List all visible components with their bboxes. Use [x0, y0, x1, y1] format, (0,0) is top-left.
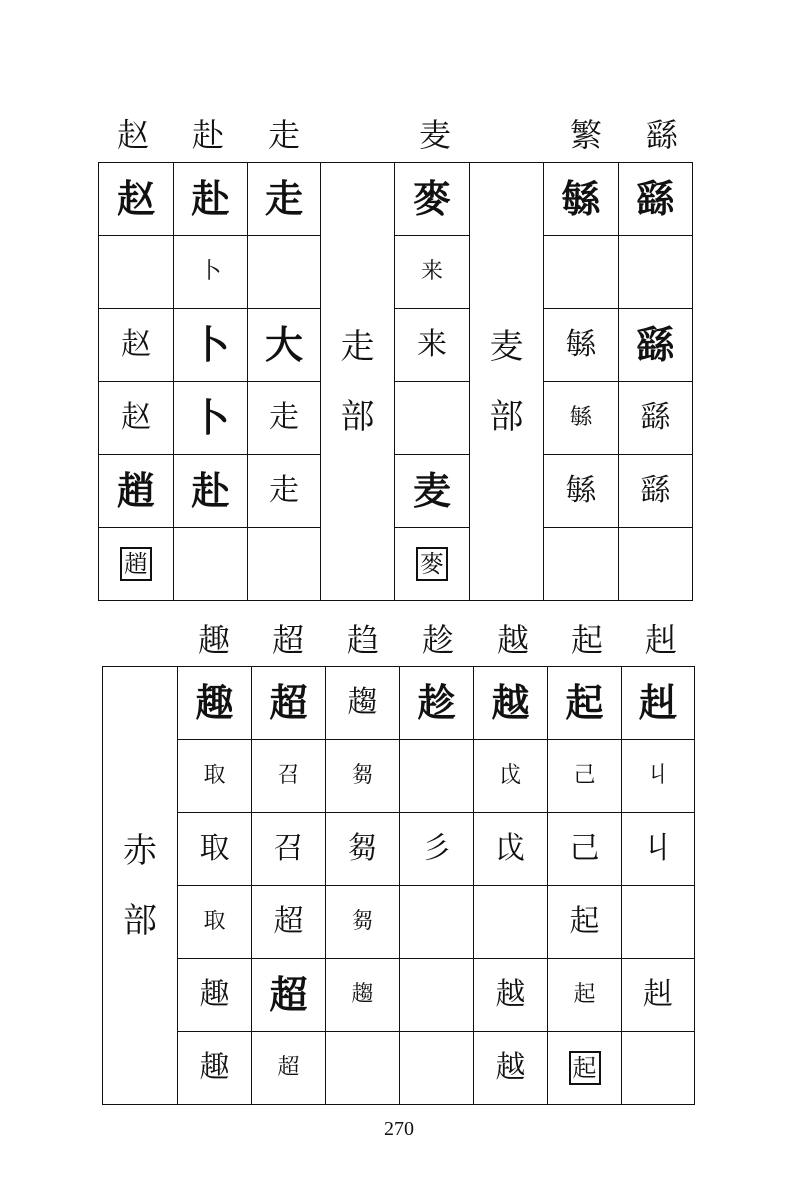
- cell-zhao-2: [99, 236, 174, 309]
- cell-qi-2: [548, 740, 622, 813]
- glyph: 赵: [121, 327, 151, 362]
- cell-qu-3: [178, 813, 252, 886]
- top-header-fan: 繁: [569, 116, 602, 154]
- cell-jiu-4: [622, 886, 695, 959]
- glyph: 召: [277, 763, 300, 788]
- cell-yue-3: [474, 813, 548, 886]
- glyph: 取: [203, 763, 226, 788]
- cell-mai-3: [395, 309, 470, 382]
- cell-jiu-3: [622, 813, 695, 886]
- glyph: 越: [491, 681, 530, 725]
- radical-char: 部: [489, 396, 524, 437]
- cell-chao-1: [252, 667, 326, 740]
- cell-jiu-5: [622, 959, 695, 1032]
- glyph: 繇: [636, 177, 675, 221]
- cell-yao-4: [619, 382, 693, 455]
- bottom-header-qu2: 趋: [346, 621, 379, 659]
- glyph: 超: [269, 973, 308, 1017]
- cell-fu-4: [174, 382, 248, 455]
- cell-chao-5: [252, 959, 326, 1032]
- cell-qu2-5: [326, 959, 400, 1032]
- glyph: 繇: [640, 473, 671, 508]
- cell-yao-3: [619, 309, 693, 382]
- radical-char: 赤: [123, 830, 157, 871]
- cell-qu-6: [178, 1032, 252, 1105]
- cell-fan-2: [544, 236, 619, 309]
- cell-fan-1: [544, 163, 619, 236]
- cell-mai-4: [395, 382, 470, 455]
- cell-yue-6: [474, 1032, 548, 1105]
- bottom-header-chen: 趁: [421, 621, 454, 659]
- glyph: 走: [269, 400, 299, 435]
- cell-zou-1: [248, 163, 321, 236]
- bottom-header-qu: 趣: [197, 621, 230, 659]
- cell-zou-4: [248, 382, 321, 455]
- cell-fu-3: [174, 309, 248, 382]
- glyph: 麥: [412, 177, 451, 221]
- bottom-character-grid: [102, 666, 695, 1105]
- cell-zhao-4: [99, 382, 174, 455]
- glyph: 起: [565, 681, 604, 725]
- glyph: 召: [273, 831, 304, 866]
- bottom-header-qi: 起: [570, 621, 603, 659]
- cell-chao-2: [252, 740, 326, 813]
- glyph: 超: [277, 1055, 300, 1080]
- top-character-grid: [98, 162, 693, 601]
- glyph: 超: [273, 904, 304, 939]
- cell-zhao-1: [99, 163, 174, 236]
- radical-char: 部: [123, 900, 157, 941]
- glyph: 緐: [561, 177, 600, 221]
- glyph: 趣: [199, 977, 230, 1012]
- glyph: 越: [495, 977, 526, 1012]
- cell-zou-2: [248, 236, 321, 309]
- cell-fan-6: [544, 528, 619, 601]
- glyph: 趁: [417, 681, 456, 725]
- cell-mai-6: [395, 528, 470, 601]
- glyph: 趨: [351, 982, 374, 1007]
- glyph: 芻: [351, 763, 374, 788]
- cell-zou-3: [248, 309, 321, 382]
- glyph: 越: [495, 1050, 526, 1085]
- cell-zhao-3: [99, 309, 174, 382]
- glyph: 芻: [351, 909, 374, 934]
- cell-qi-5: [548, 959, 622, 1032]
- top-header-fu: 赴: [191, 116, 224, 154]
- cell-fan-5: [544, 455, 619, 528]
- glyph: 起: [569, 1051, 601, 1085]
- cell-jiu-2: [622, 740, 695, 813]
- cell-yue-2: [474, 740, 548, 813]
- radical-char: 走: [340, 326, 375, 367]
- cell-yao-6: [619, 528, 693, 601]
- cell-chao-6: [252, 1032, 326, 1105]
- glyph: 赳: [643, 977, 673, 1012]
- cell-fan-4: [544, 382, 619, 455]
- glyph: 赵: [116, 177, 155, 221]
- cell-qu2-6: [326, 1032, 400, 1105]
- cell-chen-2: [400, 740, 474, 813]
- cell-fu-2: [174, 236, 248, 309]
- glyph: 繇: [640, 400, 671, 435]
- glyph: 取: [199, 831, 230, 866]
- glyph: 麥: [416, 547, 448, 581]
- radical-zou-column: [321, 163, 395, 601]
- bottom-header-jiu: 赳: [644, 621, 677, 659]
- glyph: 趙: [120, 547, 152, 581]
- glyph: 緐: [569, 405, 592, 430]
- cell-mai-2: [395, 236, 470, 309]
- page-number: 270: [384, 1118, 414, 1140]
- cell-qu2-3: [326, 813, 400, 886]
- glyph: 戉: [499, 763, 522, 788]
- cell-jiu-6: [622, 1032, 695, 1105]
- glyph: 赵: [121, 400, 151, 435]
- radical-char: 麦: [489, 326, 524, 367]
- cell-qi-1: [548, 667, 622, 740]
- top-header-yao: 繇: [645, 116, 678, 154]
- cell-qi-3: [548, 813, 622, 886]
- glyph: 来: [420, 259, 443, 284]
- cell-qu2-4: [326, 886, 400, 959]
- cell-qi-4: [548, 886, 622, 959]
- cell-chen-5: [400, 959, 474, 1032]
- cell-qu-4: [178, 886, 252, 959]
- glyph: 芻: [347, 831, 378, 866]
- radical-char: 部: [340, 396, 375, 437]
- cell-fu-5: [174, 455, 248, 528]
- cell-zou-6: [248, 528, 321, 601]
- cell-qi-6: [548, 1032, 622, 1105]
- cell-yao-5: [619, 455, 693, 528]
- cell-qu2-2: [326, 740, 400, 813]
- cell-zou-5: [248, 455, 321, 528]
- glyph: 丩: [646, 763, 669, 788]
- glyph: 卜: [199, 259, 222, 284]
- glyph: 走: [269, 473, 299, 508]
- glyph: 緐: [566, 473, 596, 508]
- cell-fu-1: [174, 163, 248, 236]
- cell-yue-1: [474, 667, 548, 740]
- cell-chen-4: [400, 886, 474, 959]
- glyph: 起: [573, 982, 596, 1007]
- cell-zhao-6: [99, 528, 174, 601]
- glyph: 来: [417, 327, 447, 362]
- cell-yao-2: [619, 236, 693, 309]
- glyph: 繇: [636, 323, 675, 367]
- glyph: 起: [569, 904, 600, 939]
- cell-zhao-5: [99, 455, 174, 528]
- cell-fu-6: [174, 528, 248, 601]
- cell-yao-1: [619, 163, 693, 236]
- cell-jiu-1: [622, 667, 695, 740]
- cell-mai-5: [395, 455, 470, 528]
- glyph: 緐: [566, 327, 596, 362]
- glyph: 趨: [347, 685, 378, 720]
- glyph: 卜: [191, 323, 230, 367]
- glyph: 赴: [191, 177, 230, 221]
- bottom-header-chao: 超: [271, 621, 304, 659]
- cell-yue-4: [474, 886, 548, 959]
- cell-qu-1: [178, 667, 252, 740]
- top-header-zou: 走: [267, 116, 300, 154]
- cell-qu2-1: [326, 667, 400, 740]
- glyph: 卜: [191, 396, 230, 440]
- glyph: 取: [203, 909, 226, 934]
- glyph: 趣: [195, 681, 234, 725]
- glyph: 大: [264, 323, 303, 367]
- cell-chen-3: [400, 813, 474, 886]
- glyph: 趙: [116, 469, 155, 513]
- glyph: 彡: [421, 831, 452, 866]
- top-header-mai: 麦: [418, 116, 451, 154]
- glyph: 赳: [638, 681, 677, 725]
- glyph: 赴: [191, 469, 230, 513]
- cell-qu-2: [178, 740, 252, 813]
- bottom-header-yue: 越: [496, 621, 529, 659]
- glyph: 趣: [199, 1050, 230, 1085]
- cell-mai-1: [395, 163, 470, 236]
- glyph: 超: [269, 681, 308, 725]
- cell-chen-1: [400, 667, 474, 740]
- cell-yue-5: [474, 959, 548, 1032]
- glyph: 丩: [643, 831, 673, 866]
- glyph: 麦: [412, 469, 451, 513]
- cell-qu-5: [178, 959, 252, 1032]
- radical-mai-column: [470, 163, 544, 601]
- cell-chen-6: [400, 1032, 474, 1105]
- radical-chi-column: [103, 667, 178, 1105]
- cell-fan-3: [544, 309, 619, 382]
- glyph: 己: [569, 831, 600, 866]
- glyph: 走: [264, 177, 303, 221]
- cell-chao-4: [252, 886, 326, 959]
- glyph: 己: [573, 763, 596, 788]
- glyph: 戉: [495, 831, 526, 866]
- top-header-zhao: 赵: [116, 116, 149, 154]
- cell-chao-3: [252, 813, 326, 886]
